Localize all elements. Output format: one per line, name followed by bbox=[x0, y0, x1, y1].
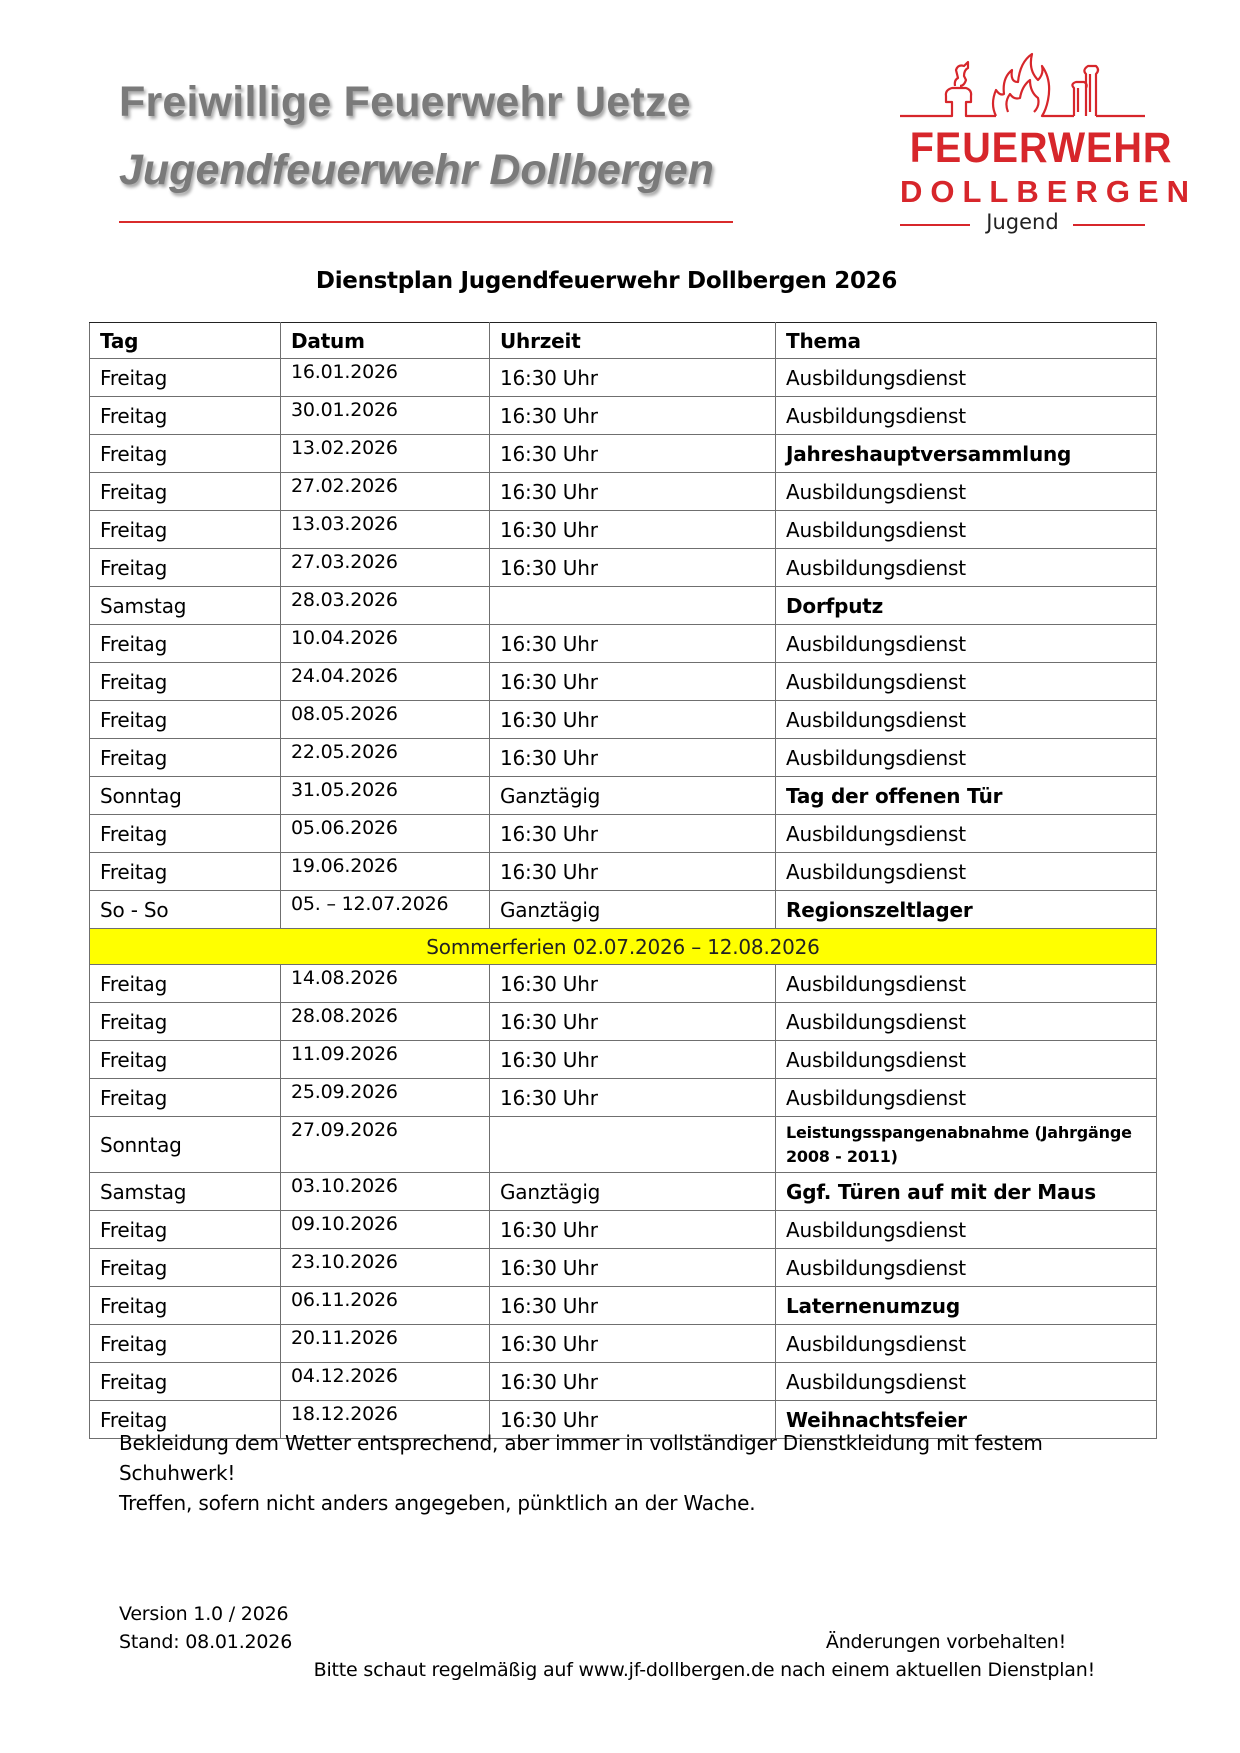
cell-thema: Weihnachtsfeier bbox=[776, 1401, 1157, 1439]
cell-uhrzeit: 16:30 Uhr bbox=[490, 1079, 776, 1117]
cell-tag: Freitag bbox=[90, 1325, 281, 1363]
cell-datum: 13.03.2026 bbox=[281, 511, 490, 549]
cell-thema: Ausbildungsdienst bbox=[776, 473, 1157, 511]
cell-tag: Freitag bbox=[90, 1363, 281, 1401]
cell-datum: 10.04.2026 bbox=[281, 625, 490, 663]
cell-tag: Freitag bbox=[90, 965, 281, 1003]
holiday-banner-row bbox=[90, 929, 1157, 965]
cell-tag: Freitag bbox=[90, 1249, 281, 1287]
clothing-note bbox=[119, 1428, 1043, 1518]
cell-datum: 25.09.2026 bbox=[281, 1079, 490, 1117]
table-row bbox=[90, 1173, 1157, 1211]
logo-rule-right bbox=[1073, 224, 1145, 226]
cell-thema: Ausbildungsdienst bbox=[776, 1211, 1157, 1249]
table-row bbox=[90, 853, 1157, 891]
cell-tag: Freitag bbox=[90, 511, 281, 549]
meeting-note: Treffen, sofern nicht anders angegeben, pünktlich an der Wache. bbox=[119, 1491, 756, 1515]
cell-uhrzeit: 16:30 Uhr bbox=[490, 965, 776, 1003]
cell-tag: Samstag bbox=[90, 587, 281, 625]
cell-datum: 13.02.2026 bbox=[281, 435, 490, 473]
table-row bbox=[90, 1249, 1157, 1287]
column-header-datum: Datum bbox=[281, 323, 490, 359]
cell-uhrzeit: 16:30 Uhr bbox=[490, 663, 776, 701]
cell-datum: 09.10.2026 bbox=[281, 1211, 490, 1249]
cell-thema: Ausbildungsdienst bbox=[776, 815, 1157, 853]
cell-thema: Dorfputz bbox=[776, 587, 1157, 625]
cell-tag: Freitag bbox=[90, 1041, 281, 1079]
table-row bbox=[90, 1363, 1157, 1401]
cell-datum: 24.04.2026 bbox=[281, 663, 490, 701]
table-row bbox=[90, 1287, 1157, 1325]
table-row bbox=[90, 663, 1157, 701]
table-row bbox=[90, 891, 1157, 929]
cell-datum: 05.06.2026 bbox=[281, 815, 490, 853]
cell-uhrzeit: 16:30 Uhr bbox=[490, 1211, 776, 1249]
cell-uhrzeit bbox=[490, 1117, 776, 1173]
table-row bbox=[90, 965, 1157, 1003]
cell-datum: 11.09.2026 bbox=[281, 1041, 490, 1079]
cell-tag: Freitag bbox=[90, 701, 281, 739]
cell-thema: Tag der offenen Tür bbox=[776, 777, 1157, 815]
version-label: Version 1.0 / 2026 bbox=[119, 1603, 289, 1625]
table-row bbox=[90, 625, 1157, 663]
cell-tag: Freitag bbox=[90, 1287, 281, 1325]
column-header-uhrzeit: Uhrzeit bbox=[490, 323, 776, 359]
org-subtitle: Jugendfeuerwehr Dollbergen bbox=[119, 146, 714, 194]
table-row bbox=[90, 777, 1157, 815]
table-row bbox=[90, 1041, 1157, 1079]
stand-date: Stand: 08.01.2026 bbox=[119, 1631, 293, 1653]
cell-uhrzeit: 16:30 Uhr bbox=[490, 1325, 776, 1363]
cell-tag: Freitag bbox=[90, 1079, 281, 1117]
column-header-thema: Thema bbox=[776, 323, 1157, 359]
table-row bbox=[90, 815, 1157, 853]
cell-datum: 18.12.2026 bbox=[281, 1401, 490, 1439]
cell-thema: Ausbildungsdienst bbox=[776, 397, 1157, 435]
cell-datum: 05. – 12.07.2026 bbox=[281, 891, 490, 929]
logo-wordmark: FEUERWEHR bbox=[909, 124, 1173, 172]
schedule-table bbox=[89, 322, 1157, 1439]
table-row bbox=[90, 359, 1157, 397]
cell-datum: 04.12.2026 bbox=[281, 1363, 490, 1401]
clothing-note-line1: Bekleidung dem Wetter entsprechend, aber immer in vollständiger Dienstkleidung mit festem bbox=[119, 1431, 1043, 1455]
cell-uhrzeit: 16:30 Uhr bbox=[490, 473, 776, 511]
table-row bbox=[90, 1117, 1157, 1173]
cell-tag: Freitag bbox=[90, 435, 281, 473]
cell-tag: Freitag bbox=[90, 739, 281, 777]
cell-thema: Ausbildungsdienst bbox=[776, 1249, 1157, 1287]
cell-uhrzeit: Ganztägig bbox=[490, 891, 776, 929]
logo bbox=[900, 50, 1197, 240]
cell-tag: Samstag bbox=[90, 1173, 281, 1211]
cell-datum: 22.05.2026 bbox=[281, 739, 490, 777]
cell-datum: 31.05.2026 bbox=[281, 777, 490, 815]
changes-reserved: Änderungen vorbehalten! bbox=[825, 1631, 1066, 1653]
table-row bbox=[90, 587, 1157, 625]
cell-thema: Ausbildungsdienst bbox=[776, 1363, 1157, 1401]
table-row bbox=[90, 473, 1157, 511]
website-note: Bitte schaut regelmäßig auf www.jf-dollbergen.de nach einem aktuellen Dienstplan! bbox=[313, 1659, 1095, 1681]
logo-location: DOLLBERGEN bbox=[900, 174, 1197, 209]
cell-uhrzeit: 16:30 Uhr bbox=[490, 701, 776, 739]
logo-jugend: Jugend bbox=[986, 210, 1059, 234]
cell-tag: Freitag bbox=[90, 1211, 281, 1249]
table-row bbox=[90, 549, 1157, 587]
cell-thema: Ausbildungsdienst bbox=[776, 511, 1157, 549]
cell-tag: Freitag bbox=[90, 663, 281, 701]
cell-thema: Ausbildungsdienst bbox=[776, 359, 1157, 397]
cell-tag: Freitag bbox=[90, 625, 281, 663]
table-row bbox=[90, 435, 1157, 473]
cell-thema: Ausbildungsdienst bbox=[776, 965, 1157, 1003]
cell-tag: Freitag bbox=[90, 1003, 281, 1041]
cell-datum: 28.03.2026 bbox=[281, 587, 490, 625]
cell-uhrzeit: 16:30 Uhr bbox=[490, 359, 776, 397]
cell-thema: Laternenumzug bbox=[776, 1287, 1157, 1325]
cell-datum: 27.03.2026 bbox=[281, 549, 490, 587]
cell-thema: Ausbildungsdienst bbox=[776, 1325, 1157, 1363]
cell-thema: Regionszeltlager bbox=[776, 891, 1157, 929]
cell-uhrzeit: 16:30 Uhr bbox=[490, 511, 776, 549]
table-row bbox=[90, 701, 1157, 739]
cell-uhrzeit bbox=[490, 587, 776, 625]
cell-uhrzeit: Ganztägig bbox=[490, 777, 776, 815]
cell-thema: Jahreshauptversammlung bbox=[776, 435, 1157, 473]
table-row bbox=[90, 1079, 1157, 1117]
cell-thema: Ausbildungsdienst bbox=[776, 739, 1157, 777]
cell-datum: 03.10.2026 bbox=[281, 1173, 490, 1211]
cell-thema: Ausbildungsdienst bbox=[776, 549, 1157, 587]
cell-datum: 27.09.2026 bbox=[281, 1117, 490, 1173]
cell-uhrzeit: 16:30 Uhr bbox=[490, 549, 776, 587]
cell-thema: Ausbildungsdienst bbox=[776, 701, 1157, 739]
cell-uhrzeit: 16:30 Uhr bbox=[490, 435, 776, 473]
cell-uhrzeit: 16:30 Uhr bbox=[490, 625, 776, 663]
cell-tag: Freitag bbox=[90, 397, 281, 435]
cell-thema: Ggf. Türen auf mit der Maus bbox=[776, 1173, 1157, 1211]
cell-thema: Ausbildungsdienst bbox=[776, 625, 1157, 663]
plan-title: Dienstplan Jugendfeuerwehr Dollbergen 2026 bbox=[315, 268, 898, 294]
cell-thema: Leistungsspangenabnahme (Jahrgänge 2008 - 2011) bbox=[776, 1117, 1157, 1173]
cell-datum: 30.01.2026 bbox=[281, 397, 490, 435]
cell-datum: 14.08.2026 bbox=[281, 965, 490, 1003]
cell-uhrzeit: Ganztägig bbox=[490, 1173, 776, 1211]
cell-datum: 27.02.2026 bbox=[281, 473, 490, 511]
cell-datum: 16.01.2026 bbox=[281, 359, 490, 397]
table-row bbox=[90, 511, 1157, 549]
cell-uhrzeit: 16:30 Uhr bbox=[490, 1401, 776, 1439]
cell-tag: Freitag bbox=[90, 815, 281, 853]
cell-thema: Ausbildungsdienst bbox=[776, 1003, 1157, 1041]
cell-datum: 28.08.2026 bbox=[281, 1003, 490, 1041]
org-title: Freiwillige Feuerwehr Uetze bbox=[119, 78, 691, 126]
table-row bbox=[90, 739, 1157, 777]
fire-skyline-icon bbox=[900, 50, 1145, 122]
cell-uhrzeit: 16:30 Uhr bbox=[490, 1041, 776, 1079]
cell-uhrzeit: 16:30 Uhr bbox=[490, 815, 776, 853]
cell-thema: Ausbildungsdienst bbox=[776, 1041, 1157, 1079]
cell-uhrzeit: 16:30 Uhr bbox=[490, 853, 776, 891]
cell-uhrzeit: 16:30 Uhr bbox=[490, 739, 776, 777]
cell-datum: 19.06.2026 bbox=[281, 853, 490, 891]
cell-uhrzeit: 16:30 Uhr bbox=[490, 1249, 776, 1287]
cell-thema: Ausbildungsdienst bbox=[776, 663, 1157, 701]
column-header-tag: Tag bbox=[90, 323, 281, 359]
cell-uhrzeit: 16:30 Uhr bbox=[490, 1363, 776, 1401]
cell-datum: 23.10.2026 bbox=[281, 1249, 490, 1287]
table-row bbox=[90, 1325, 1157, 1363]
cell-uhrzeit: 16:30 Uhr bbox=[490, 1287, 776, 1325]
table-row bbox=[90, 1211, 1157, 1249]
header-divider bbox=[119, 221, 733, 223]
holiday-banner: Sommerferien 02.07.2026 – 12.08.2026 bbox=[90, 929, 1157, 965]
cell-tag: Freitag bbox=[90, 549, 281, 587]
cell-datum: 20.11.2026 bbox=[281, 1325, 490, 1363]
cell-uhrzeit: 16:30 Uhr bbox=[490, 1003, 776, 1041]
cell-tag: Freitag bbox=[90, 473, 281, 511]
clothing-note-line2: Schuhwerk! bbox=[119, 1461, 236, 1485]
cell-tag: Freitag bbox=[90, 1401, 281, 1439]
cell-datum: 08.05.2026 bbox=[281, 701, 490, 739]
table-header-row bbox=[90, 323, 1157, 359]
cell-tag: Freitag bbox=[90, 853, 281, 891]
cell-datum: 06.11.2026 bbox=[281, 1287, 490, 1325]
cell-thema: Ausbildungsdienst bbox=[776, 1079, 1157, 1117]
cell-tag: Sonntag bbox=[90, 1117, 281, 1173]
cell-tag: So - So bbox=[90, 891, 281, 929]
cell-tag: Freitag bbox=[90, 359, 281, 397]
cell-thema: Ausbildungsdienst bbox=[776, 853, 1157, 891]
cell-tag: Sonntag bbox=[90, 777, 281, 815]
table-row bbox=[90, 1003, 1157, 1041]
table-row bbox=[90, 397, 1157, 435]
cell-uhrzeit: 16:30 Uhr bbox=[490, 397, 776, 435]
